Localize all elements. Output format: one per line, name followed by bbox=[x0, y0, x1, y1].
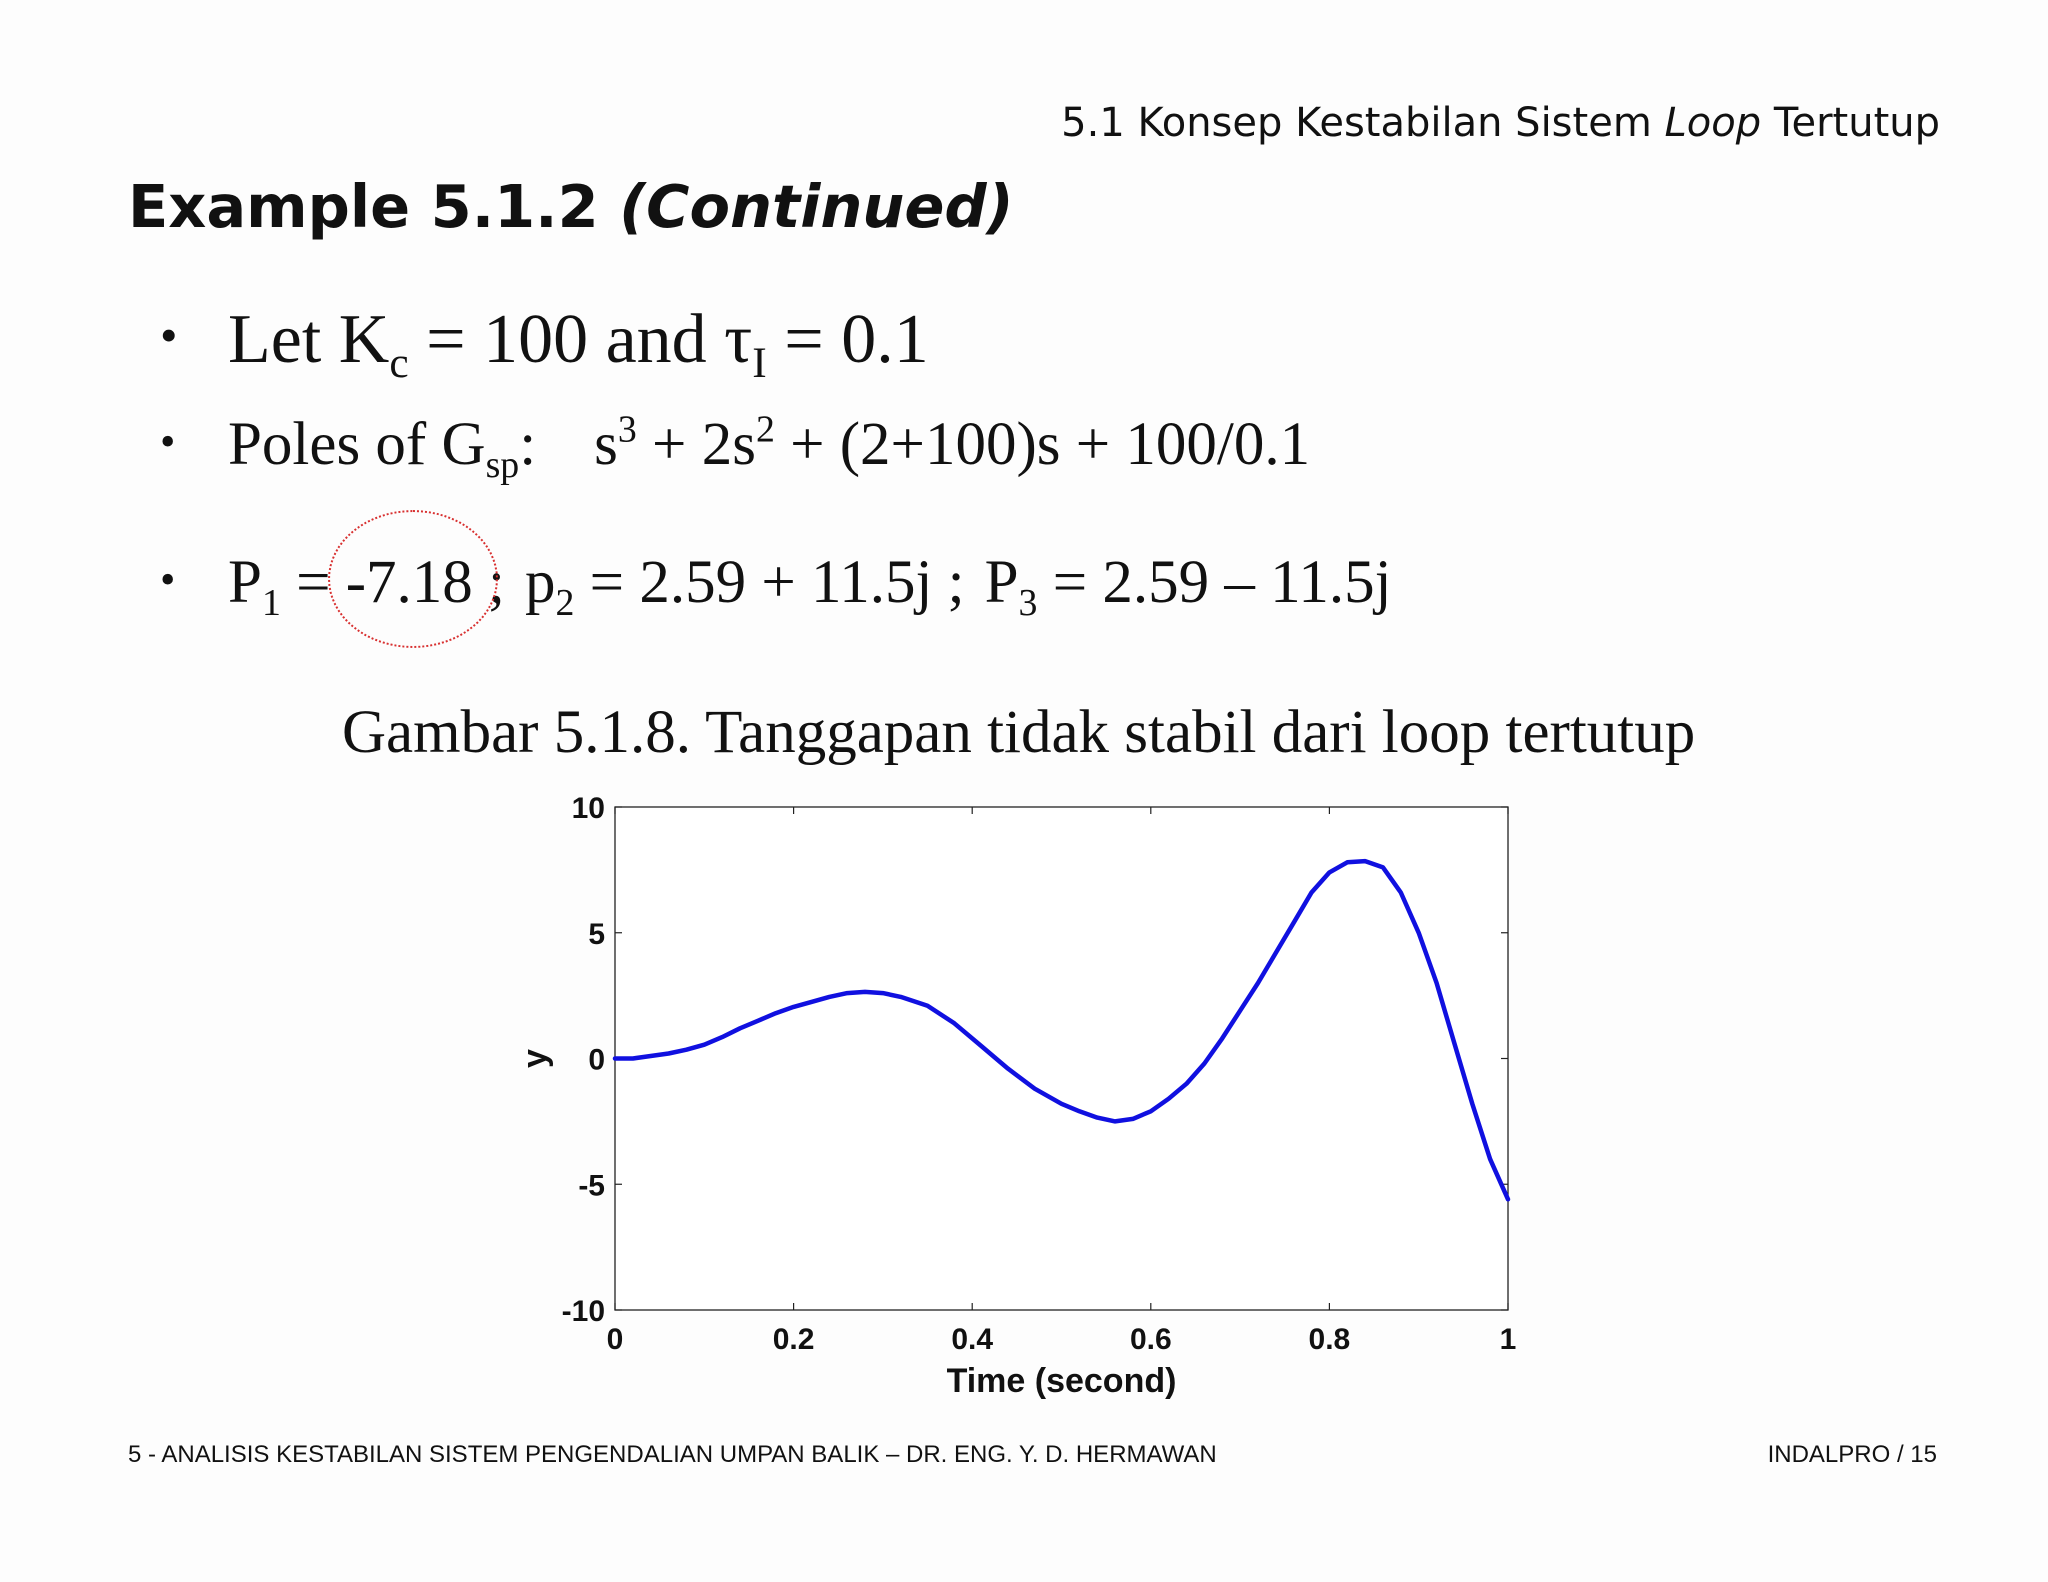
subscript: 2 bbox=[555, 582, 575, 625]
figure-caption: Gambar 5.1.8. Tanggapan tidak stabil dari loop tertutup bbox=[342, 699, 1696, 766]
subscript: c bbox=[389, 339, 409, 388]
bullet-marker: • bbox=[160, 307, 178, 363]
y-tick-label: 10 bbox=[571, 792, 605, 825]
section-header-prefix: 5.1 Konsep Kestabilan Sistem bbox=[1061, 100, 1665, 146]
polynomial-text: + (2+100)s + 100/0.1 bbox=[774, 411, 1311, 478]
pole-label: P bbox=[228, 549, 262, 616]
polynomial-text: s bbox=[594, 411, 618, 478]
subscript: 3 bbox=[1018, 582, 1038, 625]
bullet-marker: • bbox=[160, 555, 176, 604]
plot-area bbox=[615, 807, 1508, 1310]
subscript: 1 bbox=[261, 582, 281, 625]
pole-value: = 2.59 + 11.5j ; bbox=[574, 549, 965, 616]
x-axis-label: Time (second) bbox=[946, 1362, 1177, 1400]
x-tick-label: 0.4 bbox=[951, 1323, 994, 1356]
polynomial-text: + 2s bbox=[636, 411, 756, 478]
subscript: sp bbox=[485, 444, 520, 487]
y-tick-label: -10 bbox=[561, 1295, 605, 1328]
x-tick-label: 1 bbox=[1499, 1323, 1517, 1356]
x-tick-label: 0.2 bbox=[772, 1323, 815, 1356]
y-tick-label: -5 bbox=[578, 1169, 605, 1203]
subscript: I bbox=[752, 339, 767, 388]
pole-label: P bbox=[984, 549, 1019, 616]
bullet-text: Let K bbox=[228, 301, 390, 378]
footer-course-title: 5 - ANALISIS KESTABILAN SISTEM PENGENDALIAN UMPAN BALIK – DR. ENG. Y. D. HERMAWAN bbox=[128, 1441, 1217, 1468]
bullet-text: = 100 and τ bbox=[408, 301, 753, 378]
pole-value: = 2.59 – 11.5j bbox=[1037, 549, 1392, 616]
superscript: 3 bbox=[617, 408, 637, 451]
y-tick-label: 0 bbox=[588, 1043, 605, 1077]
bullet-text: Poles of G bbox=[228, 411, 486, 478]
x-tick-label: 0.6 bbox=[1129, 1323, 1172, 1356]
slide-title-main: Example 5.1.2 bbox=[128, 172, 620, 241]
bullet-text: = 0.1 bbox=[766, 301, 929, 378]
slide-title-italic: (Continued) bbox=[619, 172, 1014, 241]
pole-value: = -7.18 ; bbox=[280, 549, 506, 616]
x-tick-label: 0 bbox=[606, 1323, 624, 1356]
bullet-text: : bbox=[519, 411, 537, 478]
section-header-italic: Loop bbox=[1664, 100, 1762, 146]
y-tick-label: 5 bbox=[588, 917, 605, 951]
pole-label: p bbox=[525, 549, 556, 616]
x-tick-label: 0.8 bbox=[1308, 1323, 1351, 1356]
footer-page-number: INDALPRO / 15 bbox=[1767, 1441, 1937, 1468]
section-header-suffix: Tertutup bbox=[1761, 100, 1940, 146]
bullet-marker: • bbox=[160, 417, 176, 466]
superscript: 2 bbox=[755, 408, 775, 451]
y-axis-label: y bbox=[516, 1049, 554, 1068]
